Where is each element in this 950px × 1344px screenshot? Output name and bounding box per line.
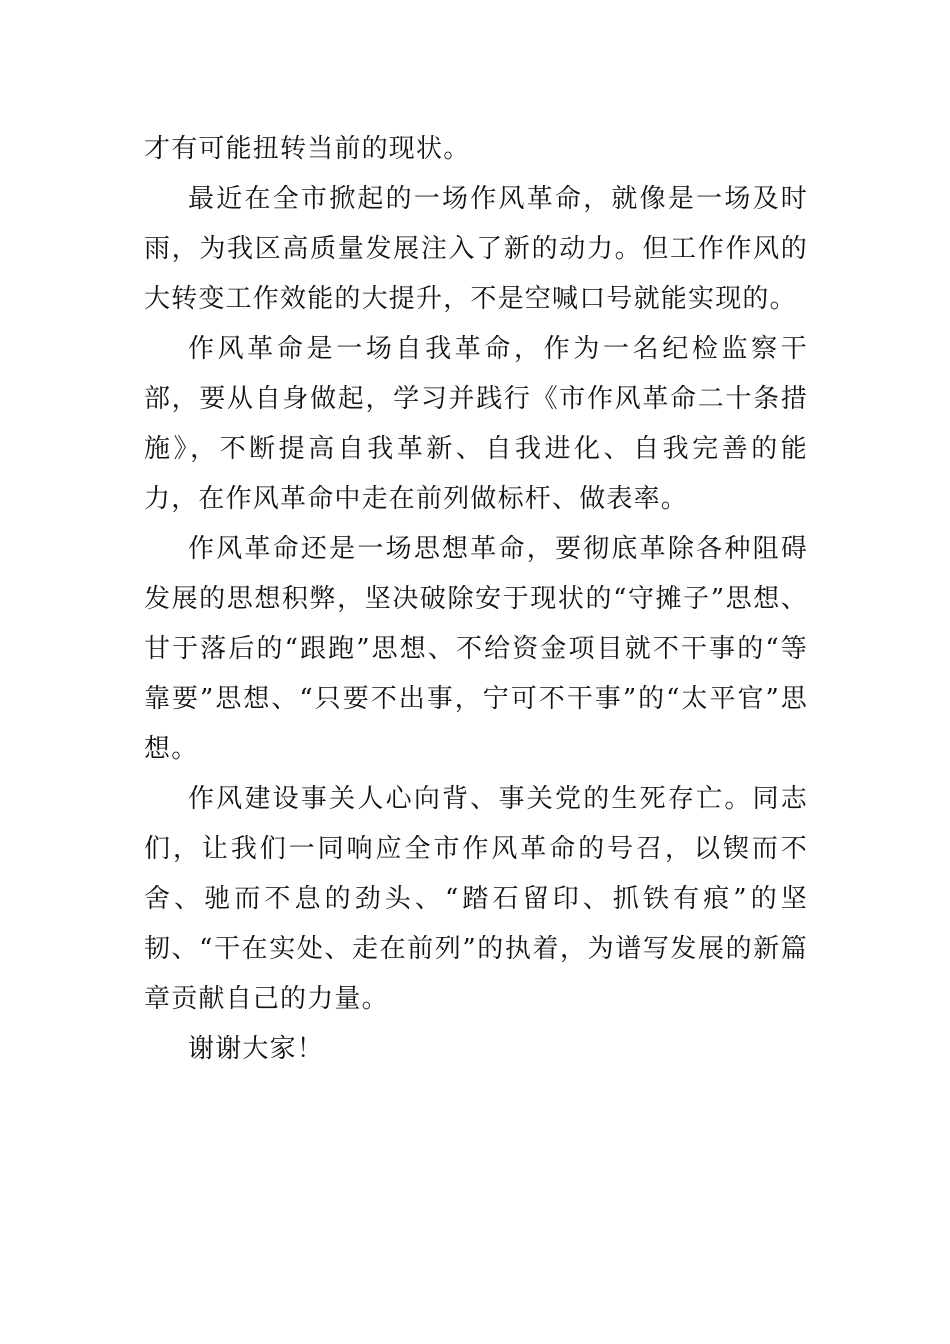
paragraph-style-revolution-intro: 最近在全市掀起的一场作风革命，就像是一场及时雨，为我区高质量发展注入了新的动力。但工作作风的大转变工作效能的大提升，不是空喊口号就能实现的。 (144, 184, 808, 314)
paragraph-call-to-action: 作风建设事关人心向背、事关党的生死存亡。同志们，让我们一同响应全市作风革命的号召，以锲而不舍、驰而不息的劲头、“踏石留印、抓铁有痕”的坚韧、“干在实处、走在前列”的执着，为谱写发展的新篇章贡献自己的力量。 (144, 784, 808, 1014)
paragraph-thought-revolution: 作风革命还是一场思想革命，要彻底革除各种阻碍发展的思想积弊，坚决破除安于现状的“守摊子”思想、甘于落后的“跟跑”思想、不给资金项目就不干事的“等靠要”思想、“只要不出事，宁可不干事”的“太平官”思想。 (144, 534, 808, 764)
paragraph-thanks: 谢谢大家！ (188, 1034, 325, 1064)
paragraph-continuation: 才有可能扭转当前的现状。 (144, 134, 471, 164)
paragraph-self-revolution: 作风革命是一场自我革命，作为一名纪检监察干部，要从自身做起，学习并践行《市作风革命二十条措施》，不断提高自我革新、自我进化、自我完善的能力，在作风革命中走在前列做标杆、做表率。 (144, 334, 808, 514)
document-body (144, 124, 808, 1074)
